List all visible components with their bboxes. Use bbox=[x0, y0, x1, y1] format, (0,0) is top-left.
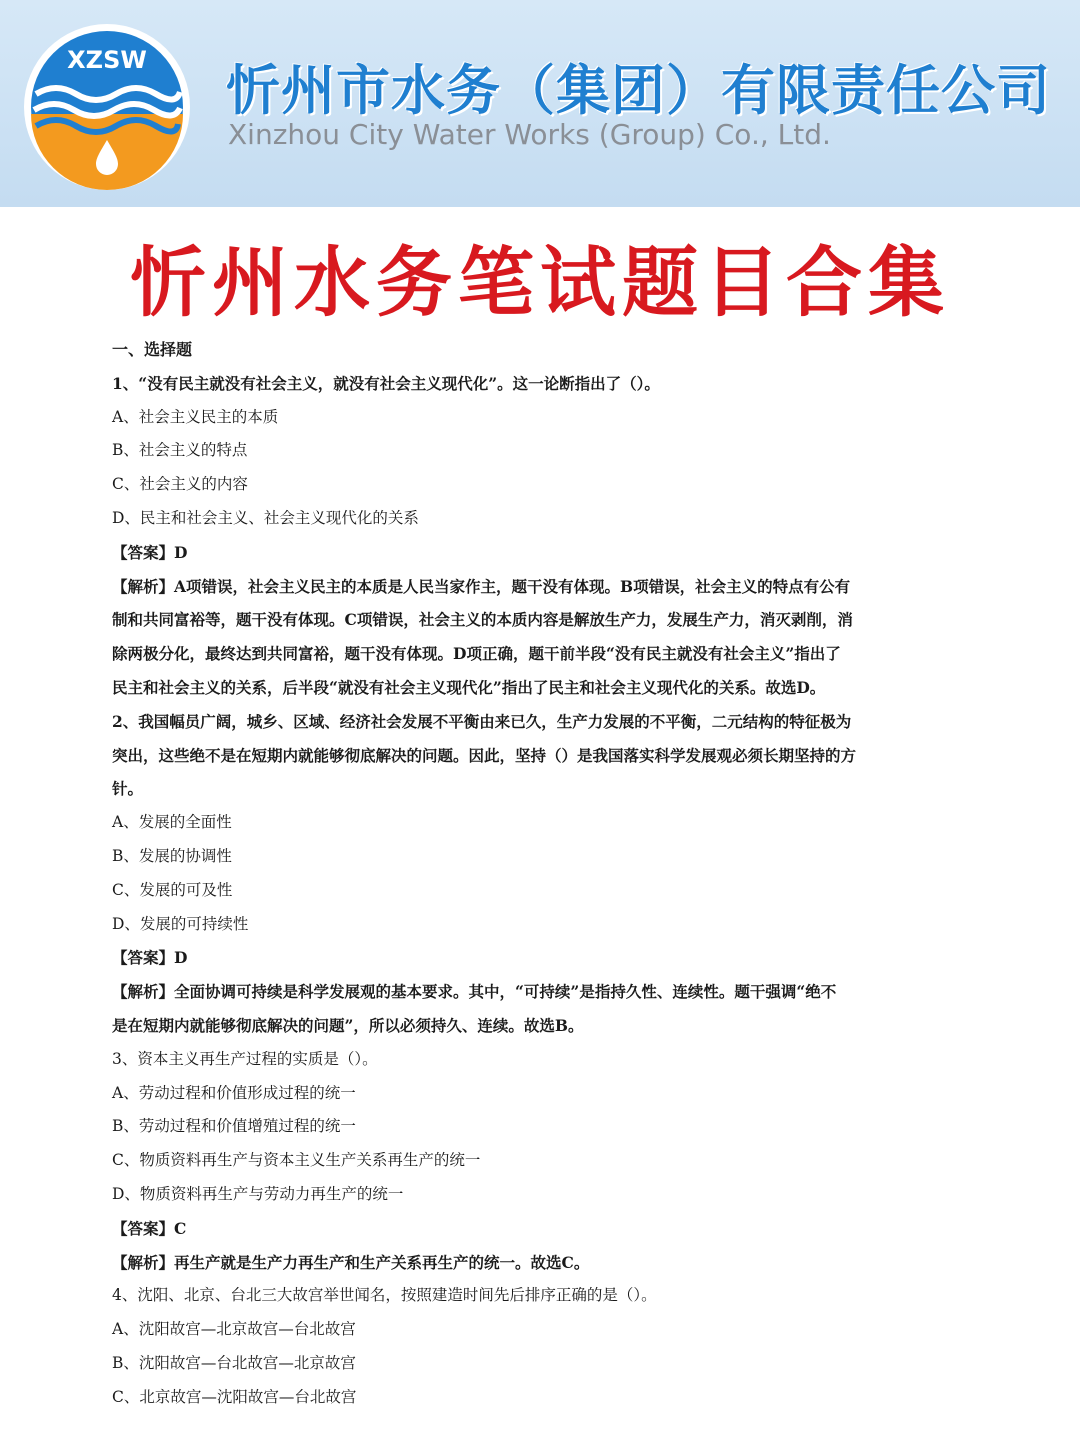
question-1-explanation-line: 制和共同富裕等，题干没有体现。C项错误，社会主义的本质内容是解放生产力，发展生产力，消灭剥削，消 bbox=[112, 610, 853, 630]
logo-text: XZSW bbox=[67, 46, 147, 74]
question-2-option-c: C、发展的可及性 bbox=[112, 880, 233, 899]
question-4-option-b: B、沈阳故宫—台北故宫—北京故宫 bbox=[112, 1353, 356, 1372]
question-1-option-d: D、民主和社会主义、社会主义现代化的关系 bbox=[112, 508, 419, 527]
question-1-explanation-line: 除两极分化，最终达到共同富裕，题干没有体现。D项正确，题干前半段“没有民主就没有社会主义”指出了 bbox=[112, 644, 841, 664]
question-3-option-a: A、劳动过程和价值形成过程的统一 bbox=[112, 1083, 356, 1102]
question-1-answer: 【答案】D bbox=[112, 542, 188, 562]
question-2-stem-line: 针。 bbox=[112, 779, 144, 799]
question-4-option-a: A、沈阳故宫—北京故宫—台北故宫 bbox=[112, 1320, 356, 1339]
question-4-option-c: C、北京故宫—沈阳故宫—台北故宫 bbox=[112, 1387, 357, 1406]
question-3-answer: 【答案】C bbox=[112, 1218, 187, 1238]
question-2-answer: 【答案】D bbox=[112, 948, 188, 968]
question-2-stem-line: 突出，这些绝不是在短期内就能够彻底解决的问题。因此，坚持（）是我国落实科学发展观必须长期坚持的方 bbox=[112, 745, 857, 765]
company-name-en: Xinzhou City Water Works (Group) Co., Ltd. bbox=[228, 118, 831, 151]
question-1-explanation-line: 【解析】A项错误，社会主义民主的本质是人民当家作主，题干没有体现。B项错误，社会主义的特点有公有 bbox=[112, 576, 851, 596]
question-2-explanation-line: 是在短期内就能够彻底解决的问题”，所以必须持久、连续。故选B。 bbox=[112, 1015, 584, 1035]
question-2-option-d: D、发展的可持续性 bbox=[112, 914, 249, 933]
question-3-option-b: B、劳动过程和价值增殖过程的统一 bbox=[112, 1117, 356, 1136]
question-3-option-d: D、物质资料再生产与劳动力再生产的统一 bbox=[112, 1184, 404, 1203]
question-3-option-c: C、物质资料再生产与资本主义生产关系再生产的统一 bbox=[112, 1151, 481, 1170]
question-3-explanation-line: 【解析】再生产就是生产力再生产和生产关系再生产的统一。故选C。 bbox=[112, 1252, 590, 1272]
question-3-stem: 3、资本主义再生产过程的实质是（）。 bbox=[112, 1049, 378, 1068]
company-logo-icon bbox=[22, 22, 192, 192]
question-1-explanation-line: 民主和社会主义的关系，后半段“就没有社会主义现代化”指出了民主和社会主义现代化的关系。故选D。 bbox=[112, 677, 826, 697]
question-1-stem: 1、“没有民主就没有社会主义，就没有社会主义现代化”。这一论断指出了（）。 bbox=[112, 373, 660, 393]
page-title: 忻州水务笔试题目合集 bbox=[130, 238, 950, 327]
question-1-option-c: C、社会主义的内容 bbox=[112, 475, 248, 494]
question-1-option-a: A、社会主义民主的本质 bbox=[112, 407, 279, 426]
question-2-option-a: A、发展的全面性 bbox=[112, 813, 232, 832]
question-4-stem: 4、沈阳、北京、台北三大故宫举世闻名，按照建造时间先后排序正确的是（）。 bbox=[112, 1286, 657, 1305]
question-2-explanation-line: 【解析】全面协调可持续是科学发展观的基本要求。其中，“可持续”是指持久性、连续性。题干强调“绝不 bbox=[112, 982, 837, 1002]
company-name-cn: 忻州市水务（集团）有限责任公司 bbox=[226, 59, 1051, 122]
question-2-option-b: B、发展的协调性 bbox=[112, 846, 232, 865]
header-banner bbox=[0, 0, 1080, 207]
section-heading: 一、选择题 bbox=[112, 340, 193, 359]
document-body bbox=[112, 333, 962, 1406]
question-1-option-b: B、社会主义的特点 bbox=[112, 441, 248, 460]
question-2-stem-line: 2、我国幅员广阔，城乡、区域、经济社会发展不平衡由来已久，生产力发展的不平衡，二元结构的特征极为 bbox=[112, 711, 852, 731]
